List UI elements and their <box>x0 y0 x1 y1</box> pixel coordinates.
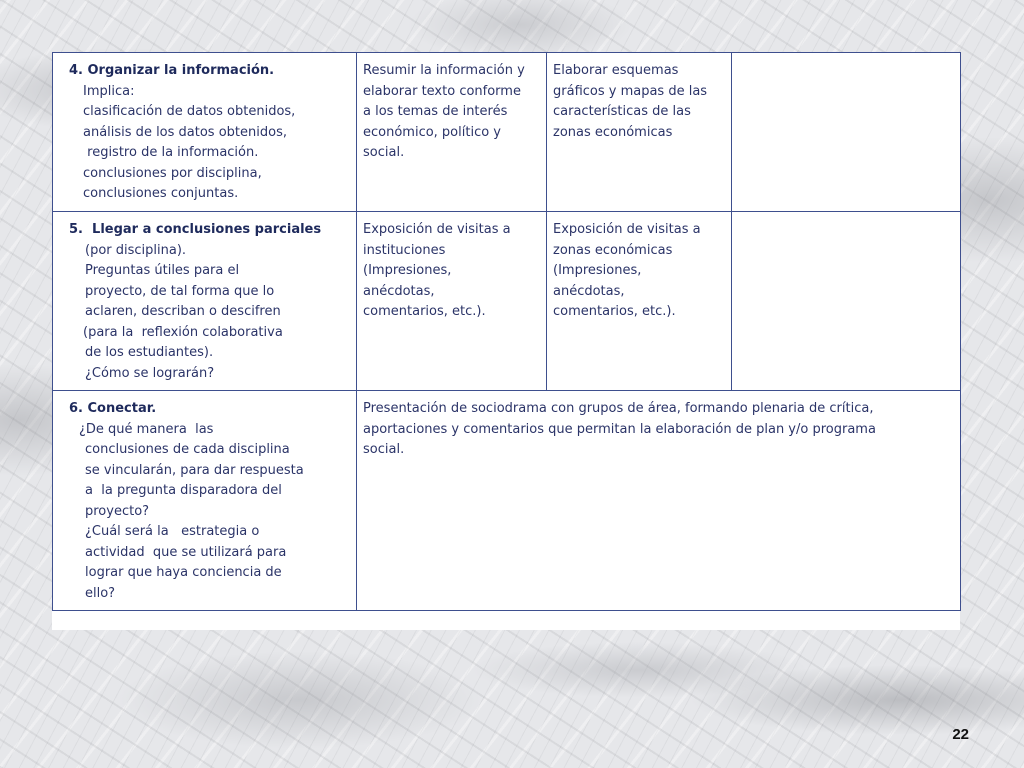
cell-line: anécdotas, <box>553 283 625 299</box>
cell-line: instituciones <box>363 242 446 258</box>
step-line: (por disciplina). <box>85 242 187 258</box>
step-line: conclusiones conjuntas. <box>83 186 239 201</box>
cell-line: anécdotas, <box>363 283 435 299</box>
activity-table <box>52 52 961 611</box>
step-cell <box>53 391 357 611</box>
cell-line: (Impresiones, <box>553 263 642 278</box>
page-number: 22 <box>952 726 969 743</box>
cell-line: características de las <box>553 104 691 119</box>
step-line: Preguntas útiles para el <box>85 263 240 278</box>
cell-line: Resumir la información y <box>363 63 525 78</box>
cell-line: comentarios, etc.). <box>553 304 676 319</box>
merged-activity-cell <box>357 391 961 611</box>
step-line: clasificación de datos obtenidos, <box>83 104 296 119</box>
table-row <box>53 212 961 391</box>
activity-cell <box>357 212 547 391</box>
cell-line: social. <box>363 442 405 457</box>
cell-line: gráficos y mapas de las <box>553 83 708 99</box>
step-line: ¿De qué manera las <box>79 421 214 437</box>
empty-cell <box>732 212 961 391</box>
cell-line: aportaciones y comentarios que permitan la elaboración de plan y/o programa <box>363 421 876 437</box>
activity-cell <box>547 53 732 212</box>
cell-line: Exposición de visitas a <box>553 222 701 237</box>
step-line: (para la reflexión colaborativa <box>83 324 283 340</box>
step-cell <box>53 212 357 391</box>
cell-line: Exposición de visitas a <box>363 222 511 237</box>
step-heading: 5. Llegar a conclusiones parciales <box>69 222 322 237</box>
step-line: conclusiones de cada disciplina <box>85 442 290 457</box>
cell-line: comentarios, etc.). <box>363 304 486 319</box>
step-line: ¿Cuál será la estrategia o <box>85 524 260 539</box>
step-line: conclusiones por disciplina, <box>83 165 262 181</box>
step-line: ello? <box>85 585 116 601</box>
step-cell <box>53 53 357 212</box>
step-heading: 4. Organizar la información. <box>69 63 275 78</box>
step-line: ¿Cómo se lograrán? <box>85 365 215 381</box>
step-line: se vincularán, para dar respuesta <box>85 462 304 478</box>
step-line: proyecto? <box>85 503 150 519</box>
empty-cell <box>732 53 961 212</box>
activity-cell <box>357 53 547 212</box>
cell-line: zonas económicas <box>553 124 673 140</box>
step-line: a la pregunta disparadora del <box>85 483 282 498</box>
cell-line: (Impresiones, <box>363 263 452 278</box>
cell-line: social. <box>363 145 405 160</box>
step-line: análisis de los datos obtenidos, <box>83 124 287 140</box>
step-line: actividad que se utilizará para <box>85 544 287 560</box>
cell-line: económico, político y <box>363 124 501 140</box>
cell-line: Elaborar esquemas <box>553 63 679 78</box>
cell-line: zonas económicas <box>553 242 673 258</box>
slide-sheet <box>52 52 960 630</box>
cell-line: Presentación de sociodrama con grupos de área, formando plenaria de crítica, <box>363 401 874 416</box>
step-line: lograr que haya conciencia de <box>85 565 282 580</box>
activity-cell <box>547 212 732 391</box>
step-line: proyecto, de tal forma que lo <box>85 283 275 299</box>
step-line: registro de la información. <box>83 145 259 160</box>
table-row <box>53 53 961 212</box>
step-heading: 6. Conectar. <box>69 401 157 416</box>
step-line: aclaren, describan o descifren <box>85 304 281 319</box>
cell-line: a los temas de interés <box>363 104 508 119</box>
table-row <box>53 391 961 611</box>
step-line: de los estudiantes). <box>85 345 214 360</box>
cell-line: elaborar texto conforme <box>363 83 521 99</box>
step-line: Implica: <box>83 83 135 99</box>
